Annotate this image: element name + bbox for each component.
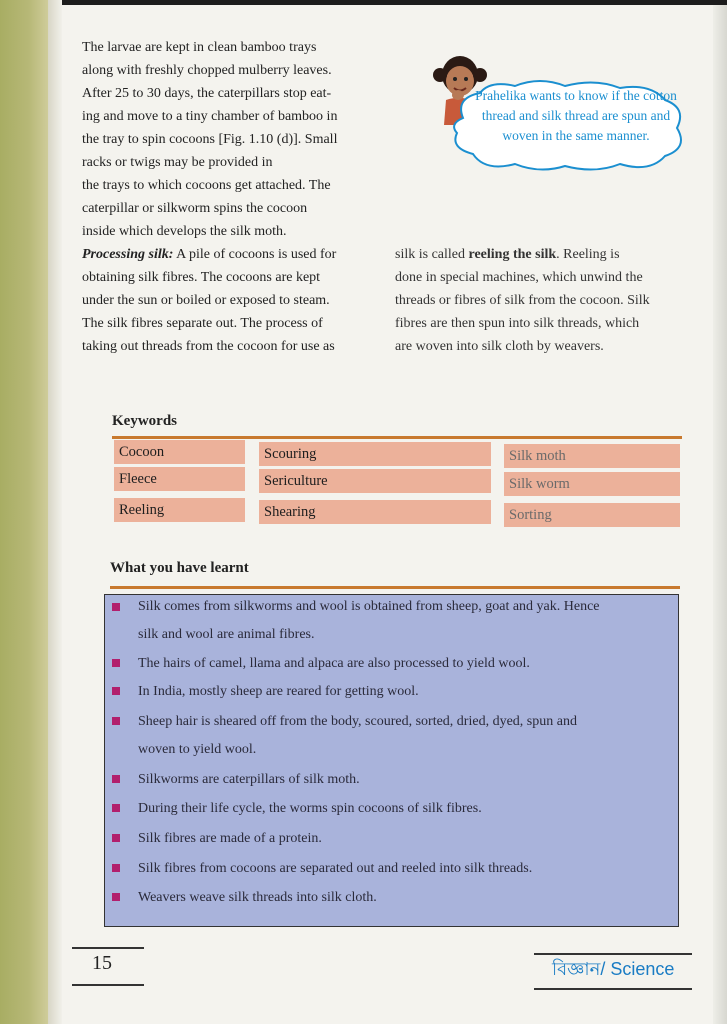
keyword-cell: Sericulture — [259, 469, 491, 493]
learnt-rule — [110, 586, 680, 589]
page-binding-edge — [0, 0, 48, 1024]
learnt-item: Weavers weave silk threads into silk cloth. — [138, 890, 377, 905]
keyword-cell: Scouring — [259, 442, 491, 466]
learnt-item-cont: woven to yield wool. — [138, 742, 257, 757]
bullet-icon — [112, 603, 120, 611]
learnt-item: Silk fibres from cocoons are separated out and reeled into silk threads. — [138, 861, 533, 876]
text-line: threads or fibres of silk from the cocoon. Silk — [395, 293, 650, 308]
learnt-item: Silkworms are caterpillars of silk moth. — [138, 772, 360, 787]
text-line: obtaining silk fibres. The cocoons are kept — [82, 270, 321, 285]
keyword-cell: Silk worm — [504, 472, 680, 496]
text-fragment: . Reeling is — [556, 247, 620, 262]
right-column-text — [395, 243, 695, 358]
page-right-shadow — [713, 0, 727, 1024]
keyword-cell: Silk moth — [504, 444, 680, 468]
text-line: fibres are then spun into silk threads, which — [395, 316, 640, 331]
bullet-icon — [112, 717, 120, 725]
text-line: inside which develops the silk moth. — [82, 224, 287, 239]
page-top-edge — [62, 0, 727, 5]
bullet-icon — [112, 775, 120, 783]
text-line: along with freshly chopped mulberry leaves. — [82, 63, 332, 78]
text-line: A pile of cocoons is used for — [173, 247, 337, 262]
bullet-icon — [112, 893, 120, 901]
processing-first-line — [82, 243, 378, 266]
bullet-icon — [112, 864, 120, 872]
bullet-icon — [112, 834, 120, 842]
keywords-heading: Keywords — [112, 413, 177, 429]
page-number-rule-bottom — [72, 984, 144, 986]
keyword-cell: Cocoon — [114, 440, 245, 464]
learnt-item: Sheep hair is sheared off from the body, scoured, sorted, dried, dyed, spun and — [138, 714, 577, 729]
learnt-item: During their life cycle, the worms spin cocoons of silk fibres. — [138, 801, 482, 816]
keywords-rule — [112, 436, 682, 439]
page-number: 15 — [92, 952, 112, 974]
learnt-item: Silk comes from silkworms and wool is obtained from sheep, goat and yak. Hence — [138, 599, 600, 614]
text-fragment: silk is called — [395, 247, 469, 262]
footer-rule-bottom — [534, 988, 692, 990]
keyword-cell: Sorting — [504, 503, 680, 527]
learnt-box — [104, 594, 679, 927]
processing-heading: Processing silk: — [82, 247, 174, 262]
reeling-term: reeling the silk — [468, 247, 557, 262]
text-line: racks or twigs may be provided in — [82, 155, 273, 170]
reeling-line — [395, 243, 695, 266]
text-line: the trays to which cocoons get attached. The — [82, 178, 331, 193]
learnt-item: Silk fibres are made of a protein. — [138, 831, 322, 846]
text-line: taking out threads from the cocoon for use as — [82, 339, 335, 354]
text-line: The larvae are kept in clean bamboo trays — [82, 40, 317, 55]
learnt-item: In India, mostly sheep are reared for getting wool. — [138, 684, 419, 699]
text-line: The silk fibres separate out. The process of — [82, 316, 323, 331]
text-line: After 25 to 30 days, the caterpillars stop eat- — [82, 86, 332, 101]
learnt-item: The hairs of camel, llama and alpaca are also processed to yield wool. — [138, 656, 530, 671]
text-line: ing and move to a tiny chamber of bamboo in — [82, 109, 338, 124]
text-line: are woven into silk cloth by weavers. — [395, 339, 604, 354]
text-line: the tray to spin cocoons [Fig. 1.10 (d)]. Small — [82, 132, 338, 147]
page-number-rule-top — [72, 947, 144, 949]
subject-label: বিজ্ঞান/ Science — [552, 959, 675, 979]
left-column-text — [82, 36, 378, 358]
keyword-cell: Reeling — [114, 498, 245, 522]
text-line: under the sun or boiled or exposed to steam. — [82, 293, 330, 308]
bullet-icon — [112, 659, 120, 667]
learnt-item-cont: silk and wool are animal fibres. — [138, 627, 315, 642]
learnt-heading: What you have learnt — [110, 560, 249, 576]
bullet-icon — [112, 804, 120, 812]
keyword-cell: Fleece — [114, 467, 245, 491]
keyword-cell: Shearing — [259, 500, 491, 524]
page-fold-shadow — [48, 0, 62, 1024]
text-line: done in special machines, which unwind the — [395, 270, 643, 285]
text-line: caterpillar or silkworm spins the cocoon — [82, 201, 308, 216]
bullet-icon — [112, 687, 120, 695]
thought-bubble-text: Prahelika wants to know if the cotton thread and silk thread are spun and woven in the same manner. — [475, 88, 677, 143]
